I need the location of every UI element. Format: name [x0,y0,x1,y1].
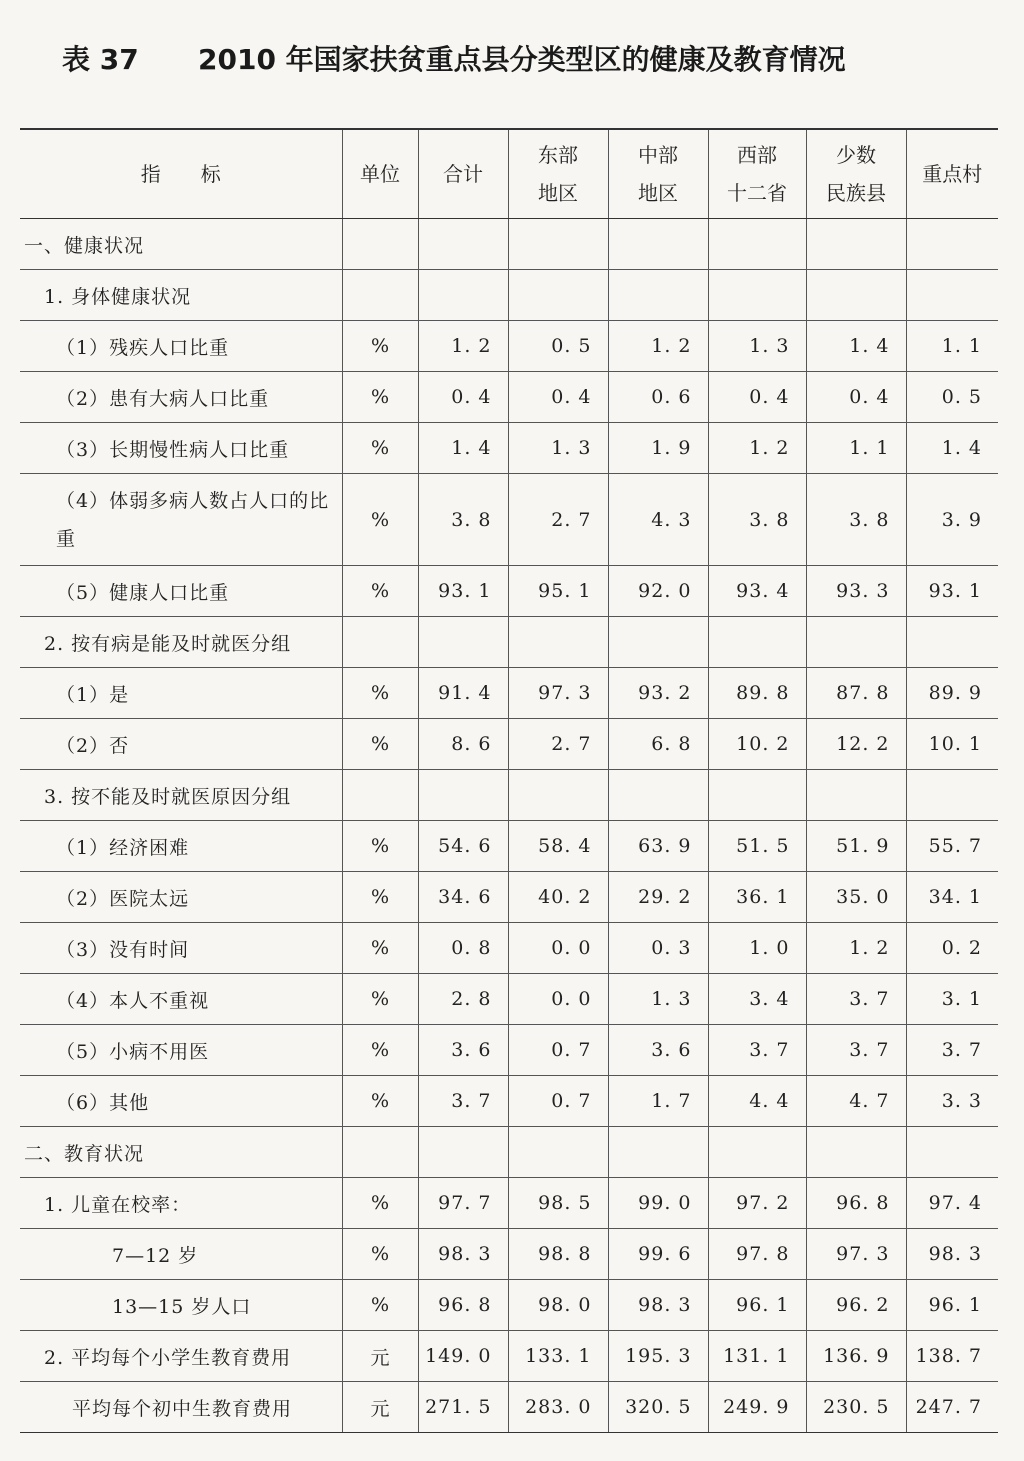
value-cell: 0. 5 [906,372,998,423]
value-cell: 91. 4 [418,668,508,719]
value-cell [806,1127,906,1178]
table-row [20,923,998,974]
value-cell: 3. 7 [806,974,906,1025]
table-row [20,474,998,566]
table-row [20,372,998,423]
row-label: （1）残疾人口比重 [20,321,342,372]
value-cell: 1. 3 [508,423,608,474]
row-label: （6）其他 [20,1076,342,1127]
table-row [20,270,998,321]
value-cell: 10. 1 [906,719,998,770]
value-cell: 34. 6 [418,872,508,923]
value-cell: 271. 5 [418,1382,508,1433]
row-label: 1. 身体健康状况 [20,270,342,321]
value-cell: 0. 4 [418,372,508,423]
value-cell: 230. 5 [806,1382,906,1433]
value-cell: 4. 4 [708,1076,806,1127]
header-total: 合计 [418,129,508,219]
value-cell: 8. 6 [418,719,508,770]
data-table [20,128,998,1433]
value-cell: 96. 8 [418,1280,508,1331]
value-cell: 54. 6 [418,821,508,872]
value-cell: 2. 7 [508,719,608,770]
table-row [20,566,998,617]
value-cell: 97. 3 [508,668,608,719]
value-cell [418,1127,508,1178]
value-cell: 3. 1 [906,974,998,1025]
value-cell: 89. 9 [906,668,998,719]
value-cell: 3. 7 [708,1025,806,1076]
value-cell [608,219,708,270]
value-cell: 0. 2 [906,923,998,974]
row-label: （5）健康人口比重 [20,566,342,617]
value-cell: 4. 3 [608,474,708,566]
table-row [20,1025,998,1076]
table-row [20,719,998,770]
row-label: （5）小病不用医 [20,1025,342,1076]
table-row [20,974,998,1025]
value-cell [608,270,708,321]
row-label: （1）经济困难 [20,821,342,872]
row-label: （2）否 [20,719,342,770]
value-cell: 95. 1 [508,566,608,617]
value-cell: 3. 9 [906,474,998,566]
row-label: （4）体弱多病人数占人口的比重 [20,474,342,566]
value-cell: 0. 4 [806,372,906,423]
value-cell: 0. 4 [508,372,608,423]
value-cell: 63. 9 [608,821,708,872]
value-cell: 97. 3 [806,1229,906,1280]
value-cell: 3. 6 [608,1025,708,1076]
row-label: （1）是 [20,668,342,719]
row-label: 1. 儿童在校率： [20,1178,342,1229]
header-central: 中部 地区 [608,129,708,219]
table-caption: 2010 年国家扶贫重点县分类型区的健康及教育情况 [198,43,846,76]
row-label: 3. 按不能及时就医原因分组 [20,770,342,821]
value-cell [906,617,998,668]
value-cell: 93. 4 [708,566,806,617]
value-cell [418,270,508,321]
value-cell: 29. 2 [608,872,708,923]
value-cell [418,219,508,270]
table-row [20,1331,998,1382]
value-cell: 1. 3 [608,974,708,1025]
value-cell: 0. 7 [508,1025,608,1076]
value-cell: 249. 9 [708,1382,806,1433]
value-cell [806,270,906,321]
row-label: 平均每个初中生教育费用 [20,1382,342,1433]
row-unit: % [342,821,418,872]
value-cell [608,1127,708,1178]
value-cell: 1. 0 [708,923,806,974]
row-label: 一、健康状况 [20,219,342,270]
value-cell: 98. 3 [418,1229,508,1280]
value-cell [508,1127,608,1178]
value-cell: 0. 0 [508,923,608,974]
value-cell [806,219,906,270]
value-cell [906,1127,998,1178]
value-cell [508,617,608,668]
value-cell [418,617,508,668]
value-cell: 1. 2 [708,423,806,474]
row-unit: % [342,872,418,923]
row-unit: 元 [342,1331,418,1382]
table-row [20,321,998,372]
row-unit: % [342,1280,418,1331]
value-cell: 136. 9 [806,1331,906,1382]
table-row [20,423,998,474]
value-cell: 2. 7 [508,474,608,566]
row-label: （3）没有时间 [20,923,342,974]
value-cell: 0. 7 [508,1076,608,1127]
value-cell: 93. 3 [806,566,906,617]
value-cell: 4. 7 [806,1076,906,1127]
value-cell: 3. 8 [418,474,508,566]
value-cell: 247. 7 [906,1382,998,1433]
row-label: 13—15 岁人口 [20,1280,342,1331]
value-cell: 89. 8 [708,668,806,719]
value-cell: 3. 7 [418,1076,508,1127]
table-row [20,1127,998,1178]
value-cell: 97. 7 [418,1178,508,1229]
value-cell: 40. 2 [508,872,608,923]
value-cell: 96. 1 [708,1280,806,1331]
row-unit [342,617,418,668]
value-cell: 1. 4 [418,423,508,474]
value-cell: 98. 8 [508,1229,608,1280]
table-row [20,821,998,872]
value-cell: 97. 2 [708,1178,806,1229]
value-cell: 138. 7 [906,1331,998,1382]
value-cell: 3. 8 [806,474,906,566]
value-cell: 1. 3 [708,321,806,372]
table-row [20,872,998,923]
header-key-villages: 重点村 [906,129,998,219]
value-cell: 0. 0 [508,974,608,1025]
header-minority: 少数 民族县 [806,129,906,219]
value-cell [708,270,806,321]
table-number: 表 37 [62,43,139,76]
value-cell: 1. 4 [906,423,998,474]
value-cell: 98. 3 [906,1229,998,1280]
row-unit [342,219,418,270]
row-label: 2. 按有病是能及时就医分组 [20,617,342,668]
value-cell: 96. 1 [906,1280,998,1331]
value-cell: 320. 5 [608,1382,708,1433]
value-cell [708,1127,806,1178]
value-cell: 283. 0 [508,1382,608,1433]
value-cell: 0. 8 [418,923,508,974]
value-cell: 1. 7 [608,1076,708,1127]
table-row [20,1382,998,1433]
value-cell: 195. 3 [608,1331,708,1382]
value-cell [708,770,806,821]
value-cell: 97. 8 [708,1229,806,1280]
table-row [20,219,998,270]
value-cell: 1. 2 [806,923,906,974]
value-cell [906,270,998,321]
table-header [20,129,998,219]
table-body [20,219,998,1433]
value-cell: 0. 3 [608,923,708,974]
row-unit: % [342,1178,418,1229]
row-unit: % [342,923,418,974]
value-cell: 3. 8 [708,474,806,566]
table-row [20,1178,998,1229]
row-unit: % [342,474,418,566]
row-unit [342,1127,418,1178]
value-cell: 1. 2 [418,321,508,372]
value-cell: 87. 8 [806,668,906,719]
value-cell: 98. 5 [508,1178,608,1229]
value-cell: 6. 8 [608,719,708,770]
value-cell: 0. 4 [708,372,806,423]
row-unit: % [342,668,418,719]
value-cell: 93. 1 [418,566,508,617]
row-label: 2. 平均每个小学生教育费用 [20,1331,342,1382]
value-cell: 55. 7 [906,821,998,872]
header-west: 西部 十二省 [708,129,806,219]
value-cell: 0. 5 [508,321,608,372]
row-unit: % [342,566,418,617]
value-cell: 97. 4 [906,1178,998,1229]
row-unit: % [342,719,418,770]
table-row [20,1229,998,1280]
row-unit: % [342,974,418,1025]
row-unit [342,770,418,821]
value-cell: 98. 0 [508,1280,608,1331]
row-unit: % [342,423,418,474]
table-row [20,668,998,719]
value-cell: 92. 0 [608,566,708,617]
value-cell [708,617,806,668]
value-cell [418,770,508,821]
value-cell: 58. 4 [508,821,608,872]
value-cell [608,617,708,668]
row-unit: 元 [342,1382,418,1433]
value-cell [906,219,998,270]
value-cell: 93. 2 [608,668,708,719]
value-cell: 35. 0 [806,872,906,923]
value-cell: 34. 1 [906,872,998,923]
row-label: （3）长期慢性病人口比重 [20,423,342,474]
row-unit: % [342,1025,418,1076]
value-cell: 1. 9 [608,423,708,474]
value-cell: 93. 1 [906,566,998,617]
value-cell [906,770,998,821]
value-cell: 1. 2 [608,321,708,372]
row-unit: % [342,1229,418,1280]
table-row [20,770,998,821]
value-cell: 2. 8 [418,974,508,1025]
value-cell: 51. 5 [708,821,806,872]
value-cell [508,270,608,321]
table-row [20,1076,998,1127]
value-cell: 3. 6 [418,1025,508,1076]
value-cell: 36. 1 [708,872,806,923]
table-row [20,617,998,668]
value-cell: 98. 3 [608,1280,708,1331]
value-cell: 1. 1 [806,423,906,474]
row-label: （2）患有大病人口比重 [20,372,342,423]
table-row [20,1280,998,1331]
row-label: （4）本人不重视 [20,974,342,1025]
row-label: 二、教育状况 [20,1127,342,1178]
value-cell: 131. 1 [708,1331,806,1382]
value-cell: 3. 3 [906,1076,998,1127]
value-cell: 149. 0 [418,1331,508,1382]
value-cell: 10. 2 [708,719,806,770]
row-unit: % [342,372,418,423]
value-cell: 96. 2 [806,1280,906,1331]
value-cell: 0. 6 [608,372,708,423]
header-indicator: 指 标 [20,129,342,219]
value-cell: 99. 0 [608,1178,708,1229]
value-cell [608,770,708,821]
header-unit: 单位 [342,129,418,219]
value-cell [708,219,806,270]
row-unit: % [342,1076,418,1127]
value-cell: 99. 6 [608,1229,708,1280]
value-cell: 51. 9 [806,821,906,872]
value-cell: 12. 2 [806,719,906,770]
value-cell: 3. 4 [708,974,806,1025]
row-unit: % [342,321,418,372]
value-cell [508,219,608,270]
row-label: （2）医院太远 [20,872,342,923]
value-cell [806,617,906,668]
row-label: 7—12 岁 [20,1229,342,1280]
value-cell [806,770,906,821]
value-cell: 1. 4 [806,321,906,372]
value-cell [508,770,608,821]
header-east: 东部 地区 [508,129,608,219]
value-cell: 3. 7 [806,1025,906,1076]
table-title [62,38,846,88]
value-cell: 96. 8 [806,1178,906,1229]
row-unit [342,270,418,321]
value-cell: 1. 1 [906,321,998,372]
value-cell: 3. 7 [906,1025,998,1076]
value-cell: 133. 1 [508,1331,608,1382]
